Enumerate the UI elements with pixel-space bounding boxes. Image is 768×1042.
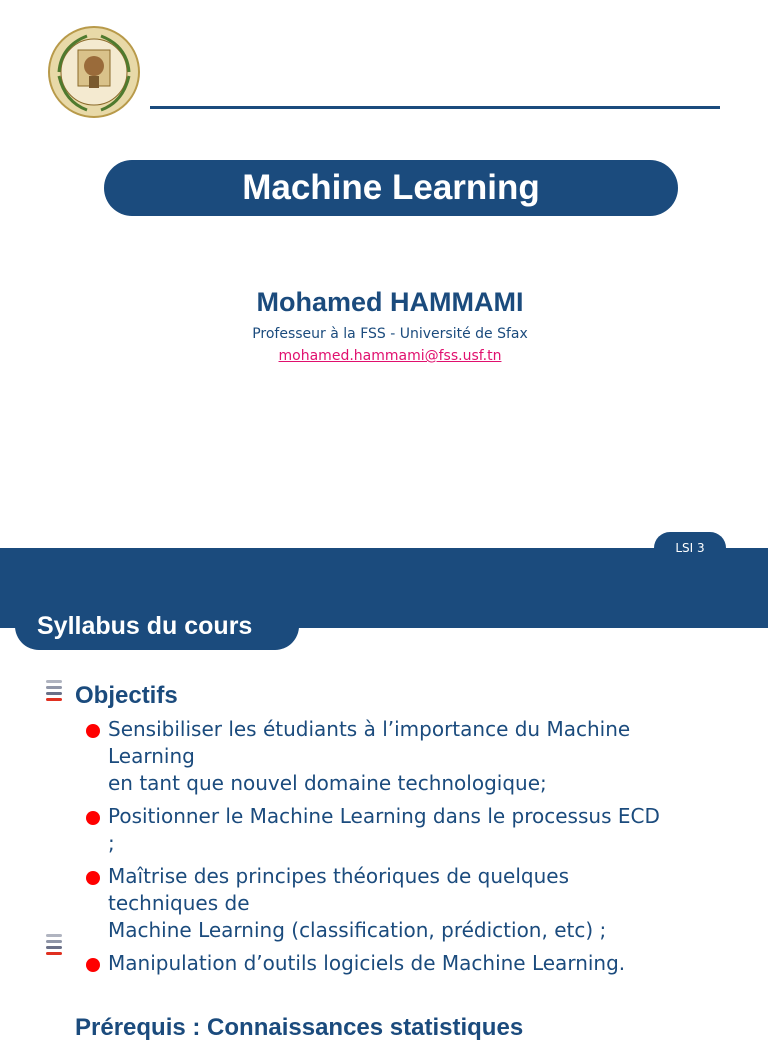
list-item: Maîtrise des principes théoriques de quelques techniques de Machine Learning (classification, prédiction, etc) ; [84, 863, 734, 944]
list-item: Manipulation d’outils logiciels de Machine Learning. [84, 950, 734, 977]
list-item: Positionner le Machine Learning dans le processus ECD ; [84, 803, 734, 857]
prerequisites-heading: Prérequis : Connaissances statistiques [75, 1014, 524, 1041]
section-title-banner [15, 602, 299, 650]
list-item: Sensibiliser les étudiants à l’importance du Machine Learning en tant que nouvel domaine technologique; [84, 716, 734, 797]
list-stack-icon [46, 934, 62, 960]
university-seal-icon [47, 26, 141, 118]
author-affiliation: Professeur à la FSS - Université de Sfax [252, 326, 528, 342]
bullet-dot-icon [86, 811, 100, 825]
title-banner [104, 160, 678, 216]
objectives-list [84, 716, 734, 983]
author-email-link[interactable]: mohamed.hammami@fss.usf.tn [278, 348, 502, 364]
bullet-dot-icon [86, 724, 100, 738]
section-title: Syllabus du cours [37, 611, 253, 640]
objectives-heading: Objectifs [75, 682, 178, 709]
list-stack-icon [46, 680, 62, 706]
bullet-dot-icon [86, 958, 100, 972]
author-name: Mohamed HAMMAMI [256, 287, 524, 317]
level-tag: LSI 3 [654, 532, 726, 564]
bullet-dot-icon [86, 871, 100, 885]
slide-title: Machine Learning [242, 168, 540, 207]
header-rule [150, 106, 720, 109]
